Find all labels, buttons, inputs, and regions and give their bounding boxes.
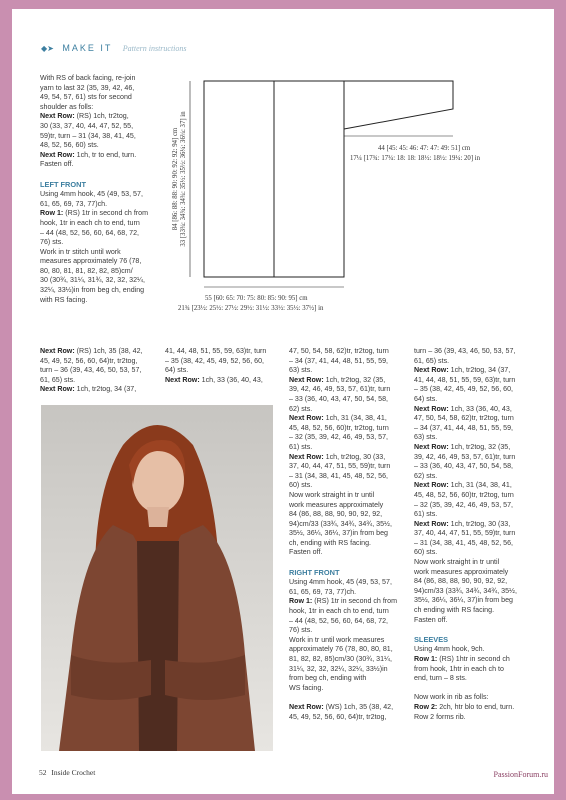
line-text: 1ch, 33 (36, 40, 43,	[448, 404, 512, 413]
magazine-name: Inside Crochet	[51, 768, 96, 777]
line-text: Now work in rib as folls:	[414, 693, 489, 702]
text-line	[40, 347, 165, 357]
arrows-icon: ◆➤	[41, 44, 54, 53]
row-label: Row 1:	[414, 655, 438, 663]
text-line	[414, 385, 539, 395]
line-text: 39, 42, 46, 49, 53, 57, 61)tr, turn	[414, 452, 516, 461]
text-line	[289, 491, 414, 501]
line-text: – 34 (37, 41, 44, 48, 51, 55, 59,	[414, 423, 513, 432]
line-text: 61, 65) sts.	[40, 375, 76, 384]
text-column-4	[414, 347, 539, 722]
line-text: 94)cm/33 (33¾, 34¾, 34¾, 35½,	[414, 586, 517, 595]
text-line	[414, 684, 539, 694]
text-line	[414, 693, 539, 703]
header-subtitle: Pattern instructions	[122, 44, 187, 53]
text-line	[40, 112, 170, 122]
text-line	[289, 366, 414, 376]
line-text: 61) sts.	[289, 442, 313, 451]
text-line	[40, 238, 170, 248]
text-line	[289, 453, 414, 463]
line-text: hook, 1tr in each ch to end, turn	[40, 218, 140, 227]
line-text: (RS) 1tr in second ch from	[63, 209, 149, 218]
text-line	[165, 357, 290, 367]
text-line	[414, 577, 539, 587]
line-text: – 32 (35, 39, 42, 46, 49, 53, 57,	[289, 433, 388, 442]
text-line	[165, 376, 290, 386]
sleeve-outline	[344, 81, 453, 129]
line-text: Work in tr stitch until work	[40, 247, 121, 256]
text-line	[414, 414, 539, 424]
line-text: 61, 65) sts.	[414, 356, 450, 365]
height-in-label: 33 [33¾: 34¾: 34¾: 35½: 35½: 36¼: 36¼: 37] in	[180, 111, 187, 247]
row-label: Next Row:	[414, 442, 449, 451]
width-cm-label: 55 [60: 65: 70: 75: 80: 85: 90: 95] cm	[205, 295, 308, 302]
text-line	[289, 443, 414, 453]
line-text: – 31 (34, 38, 41, 45, 48, 52, 56,	[414, 538, 513, 547]
page-number: 52	[39, 768, 47, 777]
line-text: Using 4mm hook, 9ch.	[414, 645, 485, 654]
line-text: hook, 1tr in each ch to end, turn	[289, 607, 389, 616]
line-text: 1ch, tr2tog, 32 (35,	[323, 375, 386, 384]
line-text: Now work straight in tr until	[414, 558, 500, 567]
text-line	[289, 684, 414, 694]
text-column-3	[289, 347, 414, 722]
text-line	[40, 276, 170, 286]
text-line	[414, 596, 539, 606]
text-line	[414, 491, 539, 501]
model-illustration	[41, 405, 273, 751]
text-line	[40, 170, 170, 180]
text-line	[414, 395, 539, 405]
row-label: Next Row:	[414, 519, 449, 528]
text-line	[414, 357, 539, 367]
header-title: MAKE IT	[62, 43, 113, 53]
text-line	[414, 433, 539, 443]
row-label: Next Row:	[289, 375, 324, 384]
line-text: 37, 40, 44, 47, 51, 55, 59)tr, turn	[289, 462, 391, 471]
text-line	[289, 462, 414, 472]
line-text: ch, ending with RS facing.	[289, 538, 372, 547]
sleeve-cm-label: 44 [45: 45: 46: 47: 47: 49: 51] cm	[378, 145, 471, 152]
text-line	[289, 539, 414, 549]
line-text: shoulder as folls:	[40, 102, 94, 111]
text-line	[289, 645, 414, 655]
line-text: – 33 (36, 40, 43, 47, 50, 54, 58,	[289, 394, 388, 403]
row-label: Next Row:	[414, 366, 449, 375]
text-line	[414, 616, 539, 626]
text-line	[414, 424, 539, 434]
line-text: 32¼, 33½)in from beg ch, ending	[40, 286, 145, 295]
text-line	[289, 578, 414, 588]
line-text: 1ch, tr2tog, 34 (37,	[448, 366, 511, 375]
text-line	[414, 674, 539, 684]
line-text: 80, 80, 81, 81, 82, 82, 85)cm/	[40, 266, 133, 275]
row-label: Next Row:	[165, 375, 200, 384]
line-text: 81, 82, 82, 85)cm/30 (30¾, 31¼,	[289, 655, 392, 663]
text-line	[414, 703, 539, 713]
text-line	[40, 385, 165, 395]
text-line	[289, 529, 414, 539]
line-text: WS facing.	[289, 683, 324, 692]
text-line	[289, 636, 414, 646]
text-line	[289, 713, 414, 723]
text-line	[40, 93, 170, 103]
line-text: – 44 (48, 52, 56, 60, 64, 68, 72,	[40, 228, 139, 237]
text-line	[414, 655, 539, 665]
row-label: Next Row:	[289, 452, 324, 461]
line-text: 84 (86, 88, 88, 90, 90, 92, 92,	[414, 577, 508, 586]
line-text: 1ch, 31 (34, 38, 41,	[323, 414, 387, 423]
text-line	[289, 655, 414, 665]
line-text: turn – 36 (39, 43, 46, 50, 53, 57,	[40, 366, 142, 375]
line-text: 60) sts.	[289, 481, 313, 490]
text-line	[40, 267, 170, 277]
line-text: 1ch, tr2tog, 30 (33,	[448, 519, 511, 528]
line-text: 41, 44, 48, 51, 55, 59, 63)tr, turn	[414, 375, 516, 384]
text-line	[289, 568, 414, 579]
text-line	[165, 347, 290, 357]
row-label: Next Row:	[40, 112, 75, 121]
text-line	[40, 376, 165, 386]
sleeve-in-label: 17¼ [17¾: 17¾: 18: 18: 18½: 18½: 19¼: 20] in	[350, 155, 481, 162]
text-line	[414, 376, 539, 386]
text-line	[289, 597, 414, 607]
text-line	[289, 385, 414, 395]
text-line	[414, 606, 539, 616]
text-line	[40, 229, 170, 239]
line-text: 63) sts.	[414, 433, 438, 442]
text-line	[289, 588, 414, 598]
row-label: Row 1:	[289, 597, 313, 606]
line-text: 45, 48, 52, 56, 60)tr, tr2tog, turn	[289, 423, 389, 432]
text-line	[414, 539, 539, 549]
text-line	[414, 462, 539, 472]
text-line	[289, 520, 414, 530]
line-text: 61) sts.	[414, 510, 438, 519]
line-text: 2ch, htr blo to end, turn.	[437, 702, 515, 711]
line-text: 1ch, tr2tog, 30 (33,	[323, 452, 386, 461]
row-label: Row 2:	[414, 702, 438, 711]
line-text: 35½, 36¼, 36¼, 37)in from beg	[289, 529, 388, 538]
row-label: Next Row:	[414, 481, 449, 490]
text-line	[289, 607, 414, 617]
line-text: 48, 52, 56, 60) sts.	[40, 141, 99, 150]
line-text: from hook, 1htr in each ch to	[414, 664, 504, 673]
line-text: 35½, 36¼, 36¼, 37)in from beg	[414, 596, 513, 605]
line-text: 41, 44, 48, 51, 55, 59, 63)tr, turn	[165, 347, 267, 355]
text-line	[289, 548, 414, 558]
line-text: end, turn – 8 sts.	[414, 674, 467, 683]
text-line	[40, 286, 170, 296]
text-column-1	[40, 74, 170, 305]
schematic-diagram	[170, 75, 540, 325]
line-text: 47, 50, 54, 58, 62)tr, tr2tog, turn	[414, 414, 514, 423]
text-line	[40, 103, 170, 113]
text-line	[40, 257, 170, 267]
text-line	[414, 453, 539, 463]
row-label: Next Row:	[289, 414, 324, 423]
line-text: work measures approximately	[289, 500, 384, 509]
text-line	[40, 141, 170, 151]
row-label: Row 1:	[40, 209, 64, 218]
text-line	[414, 347, 539, 357]
line-text: Fasten off.	[40, 160, 74, 169]
line-text: (RS) 1tr in second ch from	[312, 597, 398, 606]
text-line	[289, 405, 414, 415]
text-line	[289, 376, 414, 386]
line-text: work measures approximately	[414, 567, 509, 576]
line-text: 49, 54, 57, 61) sts for second	[40, 93, 132, 102]
line-text: measures approximately 76 (78,	[40, 257, 142, 266]
line-text: 1ch, tr to end, turn.	[74, 150, 137, 159]
line-text: – 32 (35, 39, 42, 46, 49, 53, 57,	[414, 500, 513, 509]
text-line	[40, 84, 170, 94]
line-text: ch ending with RS facing.	[414, 606, 495, 615]
line-text: – 35 (38, 42, 45, 49, 52, 56, 60,	[414, 385, 513, 394]
text-line	[289, 558, 414, 568]
line-text: Using 4mm hook, 45 (49, 53, 57,	[40, 190, 143, 199]
text-line	[414, 635, 539, 646]
row-label: Next Row:	[40, 385, 75, 394]
text-line	[414, 472, 539, 482]
text-line	[289, 395, 414, 405]
line-text: (RS) 1ch, tr2tog,	[74, 112, 129, 121]
text-line	[289, 617, 414, 627]
section-heading: SLEEVES	[414, 634, 449, 644]
row-label: Next Row:	[40, 150, 75, 159]
text-line	[289, 510, 414, 520]
text-line	[414, 443, 539, 453]
text-column-1-continued	[40, 347, 165, 395]
text-line	[289, 665, 414, 675]
line-text: (RS) 1ch, 35 (38, 42,	[74, 347, 143, 355]
text-line	[289, 357, 414, 367]
line-text: – 31 (34, 38, 41, 45, 48, 52, 56,	[289, 471, 388, 480]
model-photo	[41, 405, 273, 751]
text-line	[414, 520, 539, 530]
text-line	[414, 568, 539, 578]
line-text: 45, 49, 52, 56, 60, 64)tr, tr2tog,	[289, 712, 387, 721]
line-text: turn – 36 (39, 43, 46, 50, 53, 57,	[414, 347, 516, 355]
text-line	[289, 472, 414, 482]
text-line	[289, 703, 414, 713]
line-text: Work in tr until work measures	[289, 635, 385, 644]
text-column-2	[165, 347, 290, 385]
text-line	[40, 190, 170, 200]
text-line	[414, 645, 539, 655]
line-text: – 44 (48, 52, 56, 60, 64, 68, 72,	[289, 616, 388, 625]
text-line	[289, 626, 414, 636]
line-text: 76) sts.	[289, 626, 313, 635]
line-text: – 34 (37, 41, 44, 48, 51, 55, 59,	[289, 356, 388, 365]
text-line	[40, 296, 170, 306]
line-text: 62) sts.	[289, 404, 313, 413]
text-line	[40, 74, 170, 84]
text-line	[414, 405, 539, 415]
text-line	[40, 366, 165, 376]
text-line	[289, 433, 414, 443]
line-text: 45, 49, 52, 56, 60, 64)tr, tr2tog,	[40, 356, 138, 365]
section-header	[41, 43, 187, 53]
text-line	[414, 625, 539, 635]
text-line	[414, 587, 539, 597]
line-text: 45, 48, 52, 56, 60)tr, tr2tog, turn	[414, 490, 514, 499]
line-text: 1ch, tr2tog, 32 (35,	[448, 442, 511, 451]
line-text: 60) sts.	[414, 548, 438, 557]
text-line	[40, 122, 170, 132]
text-line	[414, 366, 539, 376]
text-line	[414, 558, 539, 568]
section-heading: LEFT FRONT	[40, 179, 86, 189]
text-line	[40, 160, 170, 170]
line-text: 61, 65, 69, 73, 77)ch.	[40, 199, 108, 208]
text-line	[289, 674, 414, 684]
text-line	[414, 529, 539, 539]
text-line	[414, 510, 539, 520]
line-text: 1ch, tr2tog, 34 (37,	[74, 385, 137, 394]
text-line	[40, 151, 170, 161]
page-footer	[39, 768, 95, 777]
text-line	[40, 132, 170, 142]
line-text: 30 (33, 37, 40, 44, 47, 52, 55,	[40, 121, 134, 130]
line-text: 64) sts.	[165, 366, 189, 375]
line-text: 59)tr, turn – 31 (34, 38, 41, 45,	[40, 131, 136, 140]
row-label: Next Row:	[289, 702, 324, 711]
height-cm-label: 84 [86: 88: 88: 90: 90: 92: 92: 94] cm	[172, 127, 179, 231]
text-line	[165, 366, 290, 376]
text-line	[414, 713, 539, 723]
width-in-label: 21¾ [23½: 25½: 27½: 29½: 31½: 33½: 35½: 37½] in	[178, 305, 324, 312]
line-text: – 35 (38, 42, 45, 49, 52, 56, 60,	[165, 356, 264, 365]
text-line	[414, 665, 539, 675]
section-heading: RIGHT FRONT	[289, 567, 340, 577]
line-text: 47, 50, 54, 58, 62)tr, tr2tog, turn	[289, 347, 389, 355]
line-text: Using 4mm hook, 45 (49, 53, 57,	[289, 578, 392, 587]
line-text: Fasten off.	[289, 548, 323, 557]
line-text: yarn to last 32 (35, 39, 42, 46,	[40, 83, 135, 92]
line-text: 31¼, 32, 32, 32¼, 32¼, 33½)in	[289, 664, 388, 673]
text-line	[414, 548, 539, 558]
text-line	[289, 424, 414, 434]
line-text: Row 2 forms rib.	[414, 712, 466, 721]
line-text: 39, 42, 46, 49, 53, 57, 61)tr, turn	[289, 385, 391, 394]
line-text: (WS) 1ch, 35 (38, 42,	[323, 702, 394, 711]
line-text: with RS facing.	[40, 295, 88, 304]
row-label: Next Row:	[414, 404, 449, 413]
line-text: Now work straight in tr until	[289, 490, 375, 499]
line-text: Fasten off.	[414, 615, 448, 624]
text-line	[40, 248, 170, 258]
text-line	[289, 414, 414, 424]
line-text: 76) sts.	[40, 238, 64, 247]
row-label: Next Row:	[40, 347, 75, 355]
text-line	[414, 481, 539, 491]
line-text: 63) sts.	[289, 366, 313, 375]
text-line	[414, 501, 539, 511]
line-text: 1ch, 33 (36, 40, 43,	[199, 375, 263, 384]
line-text: 37, 40, 44, 47, 51, 55, 59)tr, turn	[414, 529, 516, 538]
line-text: 1ch, 31 (34, 38, 41,	[448, 481, 512, 490]
line-text: 84 (86, 88, 88, 90, 90, 92, 92,	[289, 510, 383, 519]
line-text: 64) sts.	[414, 394, 438, 403]
text-line	[40, 200, 170, 210]
line-text: 30 (30¾, 31¼, 31¾, 32, 32, 32¼,	[40, 276, 145, 285]
line-text: – 33 (36, 40, 43, 47, 50, 54, 58,	[414, 462, 513, 471]
text-line	[289, 693, 414, 703]
text-line	[40, 219, 170, 229]
text-line	[40, 209, 170, 219]
line-text: 94)cm/33 (33¾, 34¾, 34¾, 35½,	[289, 519, 392, 528]
line-text: from beg ch, ending with	[289, 674, 367, 683]
line-text: approximately 76 (78, 80, 80, 81,	[289, 645, 393, 654]
line-text: 61, 65, 69, 73, 77)ch.	[289, 587, 357, 596]
line-text: 62) sts.	[414, 471, 438, 480]
text-line	[289, 347, 414, 357]
text-line	[40, 180, 170, 191]
line-text: (RS) 1htr in second ch	[437, 655, 510, 663]
text-line	[289, 481, 414, 491]
text-line	[289, 501, 414, 511]
watermark: PassionForum.ru	[493, 770, 548, 779]
line-text: With RS of back facing, re-join	[40, 74, 136, 82]
text-line	[40, 357, 165, 367]
